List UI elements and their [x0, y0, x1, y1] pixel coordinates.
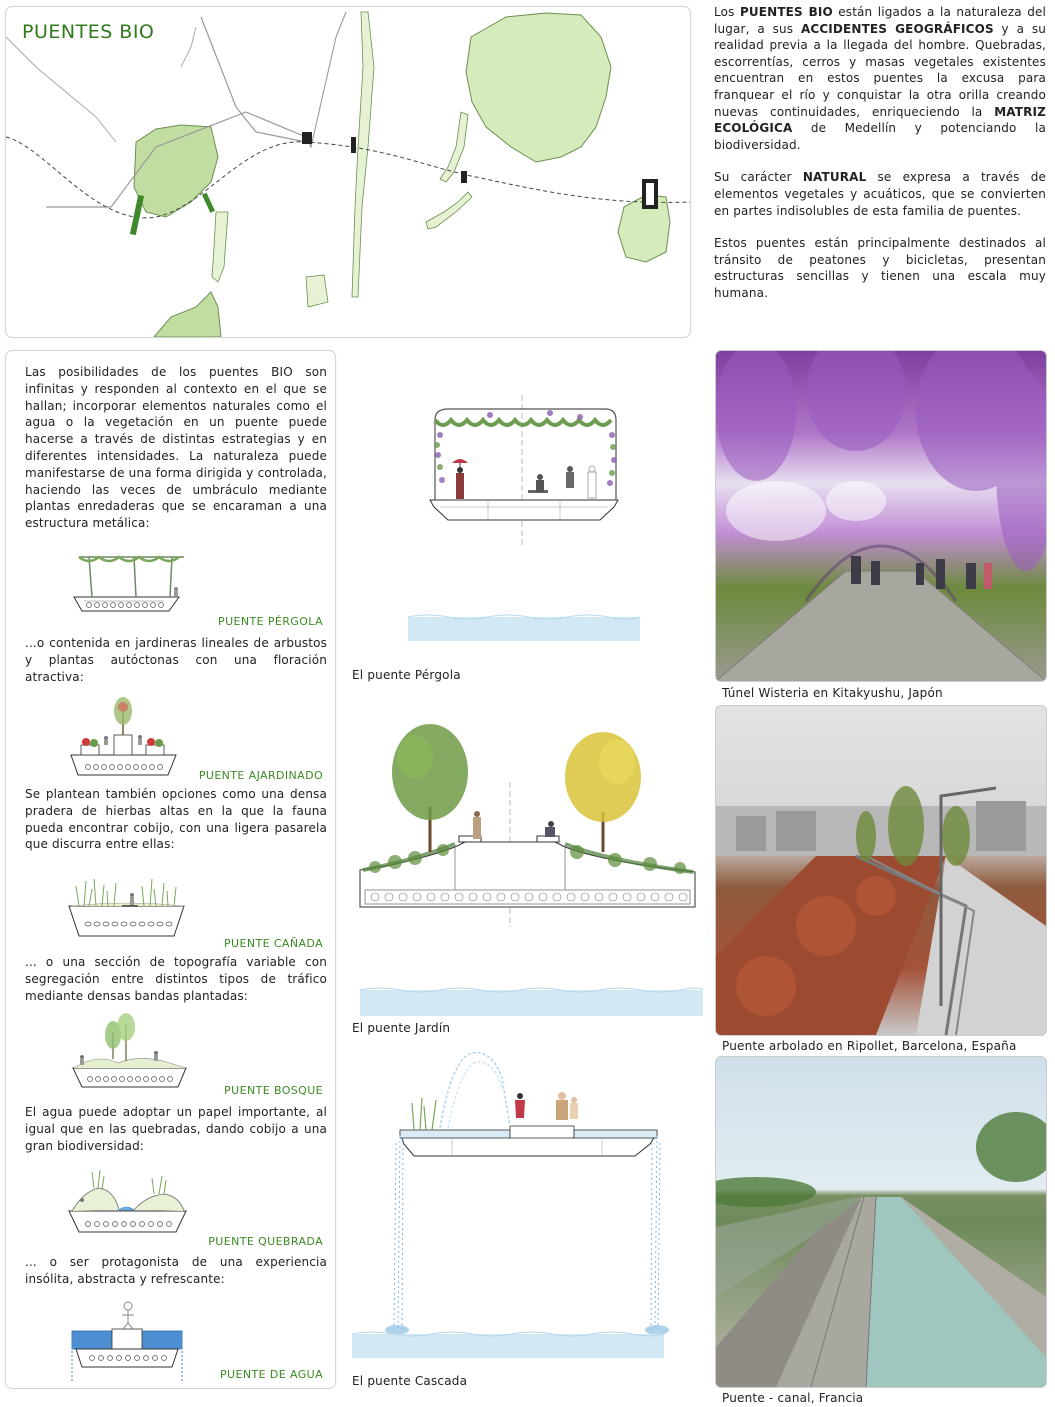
stream-bridge-icon	[64, 1166, 194, 1241]
water-bridge-icon	[68, 1291, 188, 1386]
photo-caption-wisteria: Túnel Wisteria en Kitakyushu, Japón	[722, 686, 943, 700]
garden-bridge-icon	[66, 693, 186, 783]
map-panel	[5, 6, 691, 338]
label-puente-quebrada: PUENTE QUEBRADA	[208, 1235, 323, 1248]
green-strip-4	[306, 275, 328, 307]
photo-ripollet-bridge	[715, 705, 1047, 1036]
pergola-bridge-icon	[64, 549, 194, 619]
waterfall-section-drawing	[352, 1048, 672, 1362]
road-line-4	[6, 37, 116, 142]
green-area-4	[154, 292, 221, 337]
intro-paragraph-2: Su carácter NATURAL se expresa a través de elementos vegetales y acuáticos, que se convierten en partes indisolubles de esta familia de puentes.	[714, 170, 1046, 218]
text-canada: Se plantean también opciones como una densa pradera de hierbas altas en la que la fauna pueda encontrar cobijo, con una ligera pasarela que discurra entre ellas:	[25, 787, 327, 852]
map-title: PUENTES BIO	[22, 21, 155, 43]
text-bosque: ... o una sección de topografía variable con segregación entre distintos tipos de tráfico mediante densas bandas plantadas:	[25, 955, 327, 1003]
forest-bridge-icon	[68, 1013, 193, 1095]
photo-wisteria-tunnel	[715, 350, 1047, 682]
text-jardinado: ...o contenida en jardineras lineales de arbustos y plantas autóctonas con una floración atractiva:	[25, 636, 327, 684]
bridge-mark-2	[202, 193, 215, 213]
road-line-5	[181, 27, 196, 67]
meadow-bridge-icon	[64, 871, 194, 946]
bridge-mark-5	[461, 171, 467, 183]
text-quebrada: El agua puede adoptar un papel importante, al igual que en las quebradas, dando cobijo a una gran biodiversidad:	[25, 1105, 327, 1153]
site-map	[6, 7, 690, 337]
canal-photo-sketch	[716, 1057, 1046, 1387]
bridge-mark-3	[351, 137, 356, 153]
green-strip-5	[426, 192, 472, 229]
label-puente-pergola: PUENTE PÉRGOLA	[218, 615, 323, 628]
bridge-mark-4	[302, 132, 312, 144]
label-puente-canada: PUENTE CAÑADA	[224, 937, 323, 950]
intro-text	[714, 4, 1046, 318]
bridge-mark-6-inner	[646, 183, 654, 205]
types-intro-text: Las posibilidades de los puentes BIO son infinitas y responden al contexto en el que se hallan; incorporar elementos naturales como el agua o la vegetación en un puente puede hacerse a través de distintas estrategias y en diferentes intensidades. La naturaleza puede manifestarse de una forma dirigida y controlada, haciendo las veces de umbráculo mediante plantas enredaderas que se encaraman a una estructura metálica:	[25, 365, 327, 531]
bridge-mark-1	[130, 195, 144, 235]
ripollet-photo-sketch	[716, 706, 1046, 1035]
label-puente-de-agua: PUENTE DE AGUA	[220, 1368, 323, 1381]
label-puente-ajardinado: PUENTE AJARDINADO	[198, 769, 323, 782]
photo-caption-canal: Puente - canal, Francia	[722, 1391, 864, 1405]
green-strip-3	[212, 212, 228, 282]
pergola-section-drawing	[400, 395, 650, 645]
intro-paragraph-3: Estos puentes están principalmente destinados al tránsito de peatones y bicicletas, presentan estructuras sencillas y tienen una escala muy humana.	[714, 236, 1046, 300]
text-agua: ... o ser protagonista de una experiencia insólita, abstracta y refrescante:	[25, 1255, 327, 1286]
caption-puente-cascada: El puente Cascada	[352, 1374, 468, 1388]
photo-canal-bridge	[715, 1056, 1047, 1388]
bridge-types-panel	[5, 350, 336, 1389]
road-line-3	[306, 12, 346, 147]
caption-puente-pergola: El puente Pérgola	[352, 668, 461, 682]
label-puente-bosque: PUENTE BOSQUE	[224, 1084, 323, 1097]
photo-caption-ripollet: Puente arbolado en Ripollet, Barcelona, España	[722, 1039, 1017, 1053]
garden-section-drawing	[355, 712, 705, 1017]
caption-puente-jardin: El puente Jardín	[352, 1021, 451, 1035]
green-strip-1	[352, 12, 374, 297]
river-dashed-line	[6, 137, 690, 218]
intro-paragraph-1: Los PUENTES BIO están ligados a la naturaleza del lugar, a sus ACCIDENTES GEOGRÁFICOS y a su realidad previa a la llegada del hombre. Quebradas, escorrentías, cerros y masas vegetales existentes encuentran en estos puentes la excusa para franquear el río y conquistar la otra orilla creando nuevas continuidades, enriqueciendo la MATRIZ ECOLÓGICA de Medellín y potenciando la biodiversidad.	[714, 5, 1047, 152]
wisteria-photo-sketch	[716, 351, 1046, 681]
green-area-2	[466, 13, 611, 162]
